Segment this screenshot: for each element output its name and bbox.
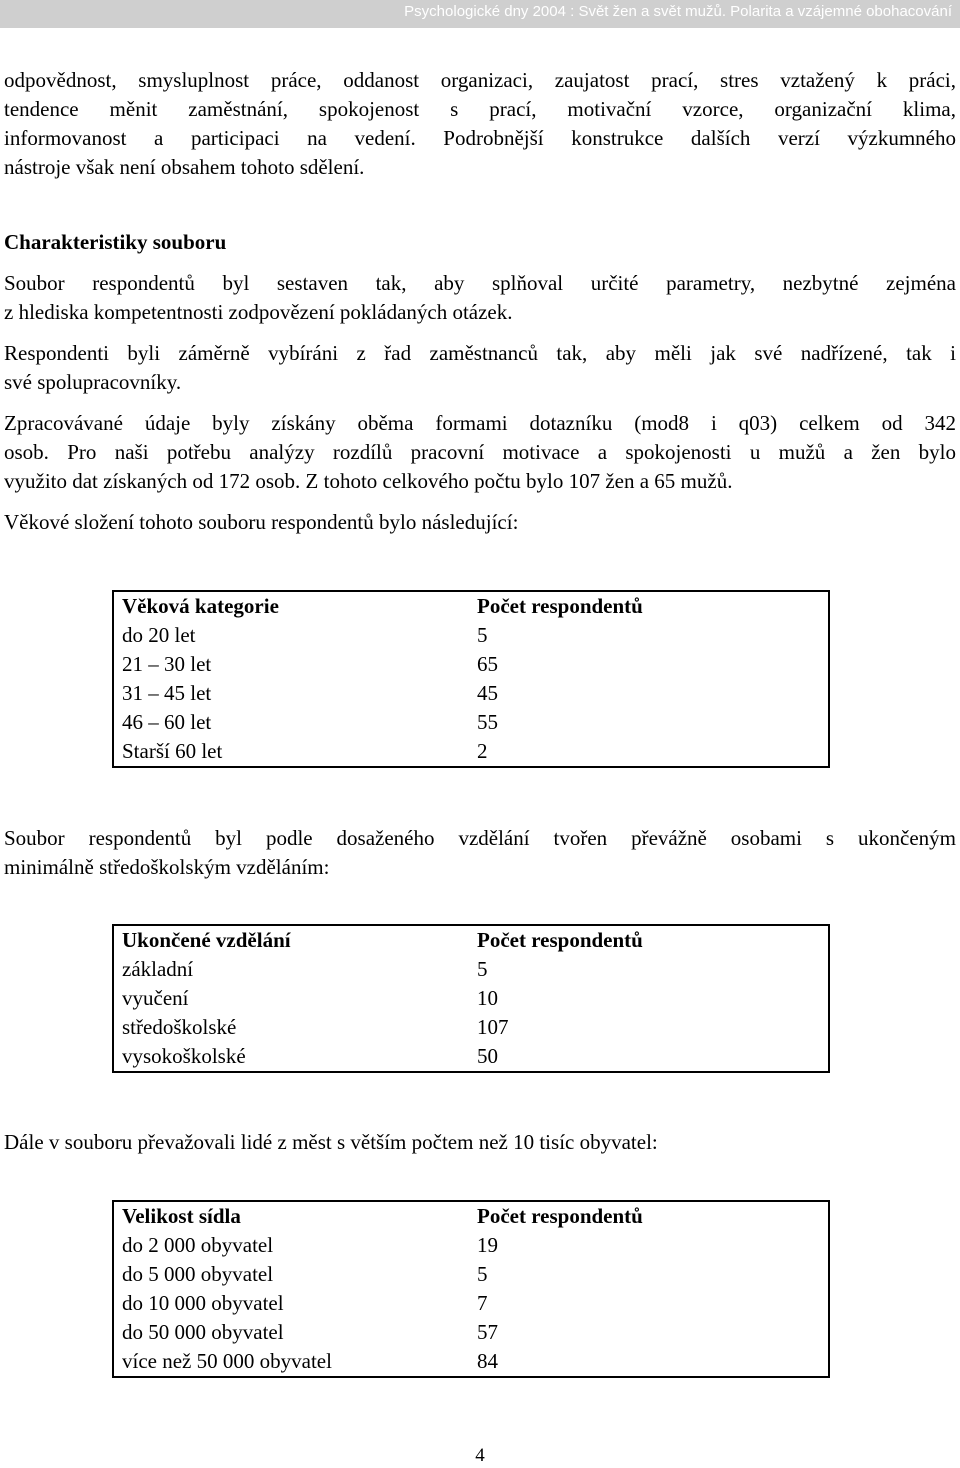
- table-header-cell: Ukončené vzdělání: [122, 928, 291, 952]
- intro-line-2: tendence měnit zaměstnání, spokojenost s prací, motivační vzorce, organizační klima,: [4, 97, 956, 121]
- paragraph-3: [4, 409, 956, 496]
- table-cell: 50: [477, 1044, 498, 1068]
- age-table: [112, 590, 830, 768]
- table-row: [113, 737, 829, 767]
- table-header-cell: Velikost sídla: [122, 1204, 241, 1228]
- table-cell: do 5 000 obyvatel: [122, 1262, 274, 1286]
- table-header-row: [113, 591, 829, 621]
- table-row: [113, 984, 829, 1013]
- table-cell: více než 50 000 obyvatel: [122, 1349, 332, 1373]
- table-cell: 57: [477, 1320, 498, 1344]
- table-cell: středoškolské: [122, 1015, 237, 1039]
- education-line-1: Soubor respondentů byl podle dosaženého vzdělání tvořen převážně osobami s ukončeným: [4, 826, 956, 850]
- page-body: [4, 66, 956, 537]
- table-row: [113, 1260, 829, 1289]
- paragraph-3-line-2: osob. Pro naši potřebu analýzy rozdílů pracovní motivace a spokojenosti u mužů a žen bylo: [4, 440, 956, 464]
- table-header-cell: Počet respondentů: [477, 928, 643, 952]
- table-row: [113, 1231, 829, 1260]
- table-cell: 65: [477, 652, 498, 676]
- town-paragraph: [4, 1128, 956, 1157]
- intro-line-3: informovanost a participaci na vedení. Podrobnější konstrukce dalších verzí výzkumného: [4, 126, 956, 150]
- paragraph-1: [4, 269, 956, 327]
- paragraph-1-line-2: z hlediska kompetentnosti zodpovězení pokládaných otázek.: [4, 300, 513, 324]
- page-number: 4: [475, 1445, 485, 1466]
- table-cell: základní: [122, 957, 194, 981]
- table-header-cell: Počet respondentů: [477, 594, 643, 618]
- intro-line-1: odpovědnost, smysluplnost práce, oddanost organizaci, zaujatost prací, stres vztažený k práci,: [4, 68, 956, 92]
- table-cell: 46 – 60 let: [122, 710, 212, 734]
- paragraph-4: Věkové složení tohoto souboru respondentů bylo následující:: [4, 510, 519, 534]
- table-row: [113, 1347, 829, 1377]
- paragraph-2-line-1: Respondenti byli záměrně vybíráni z řad zaměstnanců tak, aby měli jak své nadřízené, tak i: [4, 341, 956, 365]
- education-line-2: minimálně středoškolským vzděláním:: [4, 855, 330, 879]
- table-cell: vysokoškolské: [122, 1044, 246, 1068]
- table-cell: 10: [477, 986, 498, 1010]
- table-row: [113, 679, 829, 708]
- table-cell: 45: [477, 681, 498, 705]
- table-header-cell: Věková kategorie: [122, 594, 279, 618]
- table-cell: 2: [477, 739, 488, 763]
- paragraph-1-line-1: Soubor respondentů byl sestaven tak, aby splňoval určité parametry, nezbytné zejména: [4, 271, 956, 295]
- table-header-row: [113, 925, 829, 955]
- table-cell: 7: [477, 1291, 488, 1315]
- paragraph-3-line-1: Zpracovávané údaje byly získány oběma formami dotazníku (mod8 i q03) celkem od 342: [4, 411, 956, 435]
- paragraph-3-line-3: využito dat získaných od 172 osob. Z tohoto celkového počtu bylo 107 žen a 65 mužů.: [4, 469, 733, 493]
- table-row: [113, 650, 829, 679]
- table-row: [113, 955, 829, 984]
- table-row: [113, 1289, 829, 1318]
- table-header-cell: Počet respondentů: [477, 1204, 643, 1228]
- table-cell: 55: [477, 710, 498, 734]
- table-cell: do 2 000 obyvatel: [122, 1233, 274, 1257]
- running-header: [0, 0, 960, 28]
- table-cell: Starší 60 let: [122, 739, 223, 763]
- table-row: [113, 1042, 829, 1072]
- section-heading: Charakteristiky souboru: [4, 230, 227, 254]
- table-cell: 5: [477, 957, 488, 981]
- table-cell: vyučení: [122, 986, 189, 1010]
- table-cell: 84: [477, 1349, 498, 1373]
- town-line: Dále v souboru převažovali lidé z měst s větším počtem než 10 tisíc obyvatel:: [4, 1130, 658, 1154]
- table-cell: 107: [477, 1015, 509, 1039]
- table-cell: do 10 000 obyvatel: [122, 1291, 284, 1315]
- town-size-table: [112, 1200, 830, 1378]
- paragraph-2: [4, 339, 956, 397]
- table-cell: do 50 000 obyvatel: [122, 1320, 284, 1344]
- table-header-row: [113, 1201, 829, 1231]
- table-cell: 19: [477, 1233, 498, 1257]
- intro-line-4: nástroje však není obsahem tohoto sdělení.: [4, 155, 365, 179]
- table-cell: 5: [477, 1262, 488, 1286]
- paragraph-2-line-2: své spolupracovníky.: [4, 370, 182, 394]
- table-row: [113, 1318, 829, 1347]
- table-row: [113, 708, 829, 737]
- education-table: [112, 924, 830, 1073]
- table-cell: 5: [477, 623, 488, 647]
- table-cell: 31 – 45 let: [122, 681, 212, 705]
- education-paragraph: [4, 824, 956, 882]
- table-row: [113, 621, 829, 650]
- table-cell: do 20 let: [122, 623, 196, 647]
- running-title: Psychologické dny 2004 : Svět žen a svět mužů. Polarita a vzájemné obohacování: [404, 3, 952, 20]
- table-row: [113, 1013, 829, 1042]
- table-cell: 21 – 30 let: [122, 652, 212, 676]
